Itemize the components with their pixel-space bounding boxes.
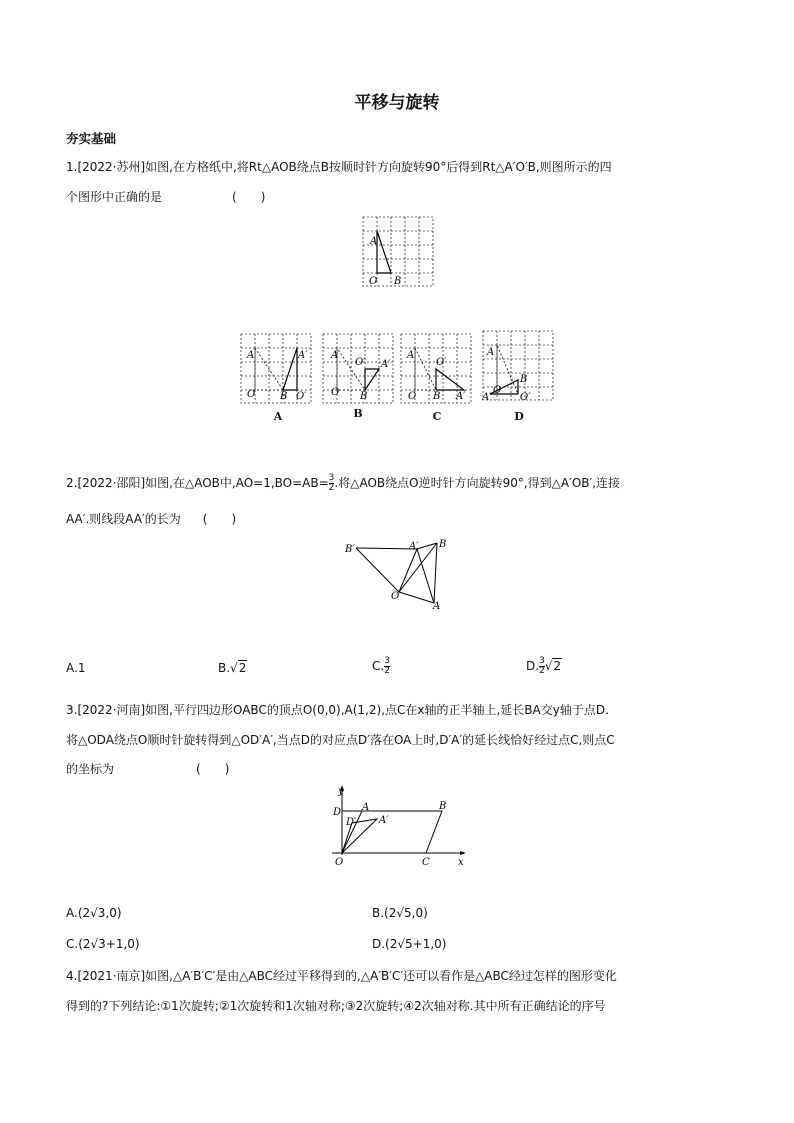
q2-figure bbox=[343, 535, 453, 610]
q1-text-line1: 1.[2022·苏州]如图,在方格纸中,将Rt△AOB绕点B按顺时针方向旋转90°后得到Rt△A′O′B,则图所示的四 bbox=[66, 160, 612, 174]
q1-text-line2: 个图形中正确的是 ( ) bbox=[66, 190, 266, 204]
q4-text-line1: 4.[2021·南京]如图,△A′B′C′是由△ABC经过平移得到的,△A′B′C′还可以看作是△ABC经过怎样的图形变化 bbox=[66, 969, 617, 983]
q3-choice-c: C.(2√3+1,0) bbox=[66, 937, 140, 951]
q3-figure bbox=[330, 785, 470, 865]
svg-text:D: D bbox=[333, 807, 342, 818]
svg-text:O: O bbox=[247, 389, 256, 400]
svg-text:O′: O′ bbox=[436, 357, 447, 368]
svg-text:O: O bbox=[493, 385, 502, 396]
q2-choice-d: D. $\frac{3}{2}$ √2 bbox=[526, 656, 562, 676]
q2-text-line2: AA′.则线段AA′的长为 ( ) bbox=[66, 512, 237, 526]
svg-text:O: O bbox=[331, 387, 340, 398]
q3-choice-a: A.(2√3,0) bbox=[66, 906, 122, 920]
svg-text:O: O bbox=[335, 857, 344, 865]
q3-choice-d: D.(2√5+1,0) bbox=[372, 937, 447, 951]
q1-option-d-label: D bbox=[514, 410, 524, 423]
q2-text-line1: 2.[2022·邵阳]如图,在△AOB中,AO=1,BO=AB= $\frac{3}{2}$ .将△AOB绕点O逆时针方向旋转90°,得到△A′OB′,连接 bbox=[66, 473, 621, 493]
svg-text:A′: A′ bbox=[409, 541, 419, 552]
svg-text:B: B bbox=[520, 374, 528, 385]
svg-text:B: B bbox=[394, 276, 402, 287]
q1-option-b-figure bbox=[322, 333, 396, 405]
svg-text:A: A bbox=[407, 350, 415, 361]
svg-text:x: x bbox=[458, 857, 464, 865]
svg-text:O′: O′ bbox=[520, 392, 531, 402]
q1-option-c-label: C bbox=[432, 410, 442, 423]
svg-text:O′: O′ bbox=[296, 391, 307, 402]
svg-text:B: B bbox=[439, 801, 447, 812]
q2-choice-a: A.1 bbox=[66, 661, 86, 675]
svg-text:O′: O′ bbox=[355, 357, 366, 368]
q3-text-line1: 3.[2022·河南]如图,平行四边形OABC的顶点O(0,0),A(1,2),点C在x轴的正半轴上,延长BA交y轴于点D. bbox=[66, 703, 609, 717]
q1-main-figure bbox=[362, 216, 436, 288]
svg-text:A: A bbox=[247, 350, 255, 361]
svg-text:B: B bbox=[433, 391, 441, 402]
q2-choice-c: C. $\frac{3}{2}$ bbox=[372, 656, 390, 676]
svg-text:y: y bbox=[338, 786, 344, 797]
svg-text:B: B bbox=[360, 391, 368, 402]
q1-option-d-figure bbox=[482, 330, 556, 402]
svg-text:O: O bbox=[369, 276, 378, 287]
q3-text-line2: 将△ODA绕点O顺时针旋转得到△OD′A′,当点D的对应点D′落在OA上时,D′A′的延长线恰好经过点C,则点C bbox=[66, 733, 615, 747]
svg-text:B: B bbox=[439, 539, 447, 550]
q2-fraction: $\frac{3}{2}$ bbox=[328, 473, 335, 493]
q3-text-line3: 的坐标为 ( ) bbox=[66, 762, 230, 776]
svg-text:O: O bbox=[408, 391, 417, 402]
svg-text:B: B bbox=[280, 391, 288, 402]
svg-text:B′: B′ bbox=[345, 544, 355, 555]
svg-text:A′: A′ bbox=[482, 392, 492, 402]
svg-text:A: A bbox=[362, 802, 370, 813]
svg-text:A: A bbox=[433, 601, 441, 610]
q4-text-line2: 得到的?下列结论:①1次旋转;②1次旋转和1次轴对称;③2次旋转;④2次轴对称.其中所有正确结论的序号 bbox=[66, 999, 606, 1013]
svg-text:A′: A′ bbox=[381, 359, 391, 370]
svg-text:C: C bbox=[422, 857, 430, 865]
section-heading: 夯实基础 bbox=[66, 131, 117, 146]
q1-option-c-figure bbox=[400, 333, 474, 405]
q1-option-b-label: B bbox=[353, 407, 363, 420]
svg-text:A: A bbox=[370, 236, 378, 247]
svg-text:A: A bbox=[487, 347, 495, 358]
q3-choice-b: B.(2√5,0) bbox=[372, 906, 428, 920]
q1-option-a-label: A bbox=[273, 410, 283, 423]
q2-choice-b: B.√2 bbox=[218, 661, 247, 675]
svg-text:A′: A′ bbox=[298, 350, 308, 361]
q1-option-a-figure bbox=[240, 333, 314, 405]
svg-text:O: O bbox=[391, 591, 400, 602]
svg-text:A′: A′ bbox=[379, 815, 389, 826]
page-title: 平移与旋转 bbox=[354, 93, 440, 113]
svg-text:D′: D′ bbox=[346, 817, 357, 828]
svg-text:A′: A′ bbox=[456, 391, 466, 402]
svg-text:A: A bbox=[331, 350, 339, 361]
